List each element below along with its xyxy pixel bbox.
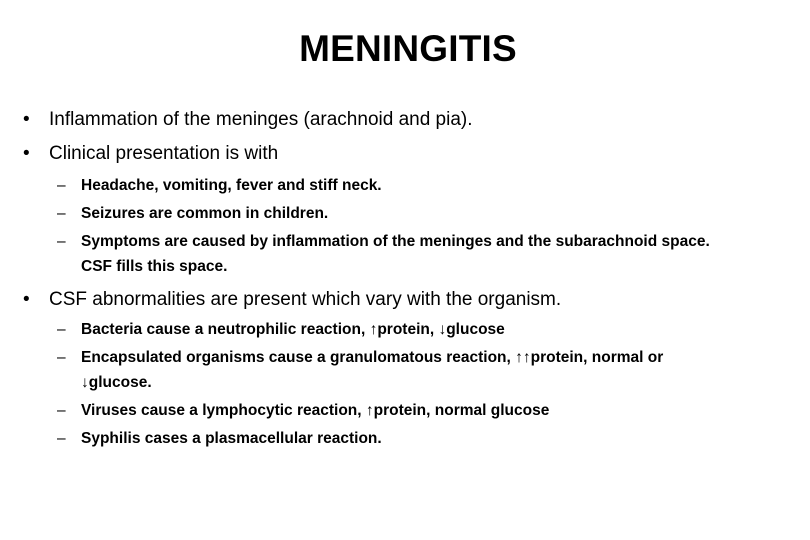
dash-icon: – — [57, 402, 66, 419]
bullet-icon: • — [23, 289, 30, 310]
sub-bullet-text: Symptoms are caused by inflammation of the meninges and the subarachnoid space. — [81, 233, 710, 250]
sub-bullet-text: Bacteria cause a neutrophilic reaction, ↑protein, ↓glucose — [81, 321, 505, 338]
bullet-item — [23, 289, 561, 311]
bullet-text: Inflammation of the meninges (arachnoid and pia). — [49, 109, 473, 130]
bullet-text: Clinical presentation is with — [49, 143, 279, 164]
bullet-icon: • — [23, 143, 30, 164]
bullet-text: CSF abnormalities are present which vary with the organism. — [49, 289, 562, 310]
bullet-item — [23, 143, 278, 165]
sub-bullet-item — [57, 349, 663, 367]
dash-icon: – — [57, 205, 66, 222]
sub-bullet-text: Seizures are common in children. — [81, 205, 329, 222]
sub-bullet-item — [57, 177, 382, 195]
bullet-icon: • — [23, 109, 30, 130]
sub-bullet-text: Headache, vomiting, fever and stiff neck. — [81, 177, 382, 194]
sub-bullet-item — [57, 402, 549, 420]
dash-icon: – — [57, 321, 66, 338]
sub-bullet-continuation: CSF fills this space. — [81, 258, 228, 275]
sub-bullet-item — [57, 205, 328, 223]
sub-bullet-continuation: ↓glucose. — [81, 374, 152, 391]
sub-bullet-text: Syphilis cases a plasmacellular reaction. — [81, 430, 382, 447]
dash-icon: – — [57, 177, 66, 194]
sub-bullet-item — [57, 430, 382, 448]
sub-bullet-item — [57, 233, 710, 251]
dash-icon: – — [57, 349, 66, 366]
bullet-item — [23, 109, 473, 131]
sub-bullet-text: Encapsulated organisms cause a granulomatous reaction, ↑↑protein, normal or — [81, 349, 664, 366]
dash-icon: – — [57, 233, 66, 250]
dash-icon: – — [57, 430, 66, 447]
sub-bullet-text: Viruses cause a lymphocytic reaction, ↑protein, normal glucose — [81, 402, 550, 419]
sub-bullet-item — [57, 321, 505, 339]
slide-title: MENINGITIS — [299, 28, 517, 69]
